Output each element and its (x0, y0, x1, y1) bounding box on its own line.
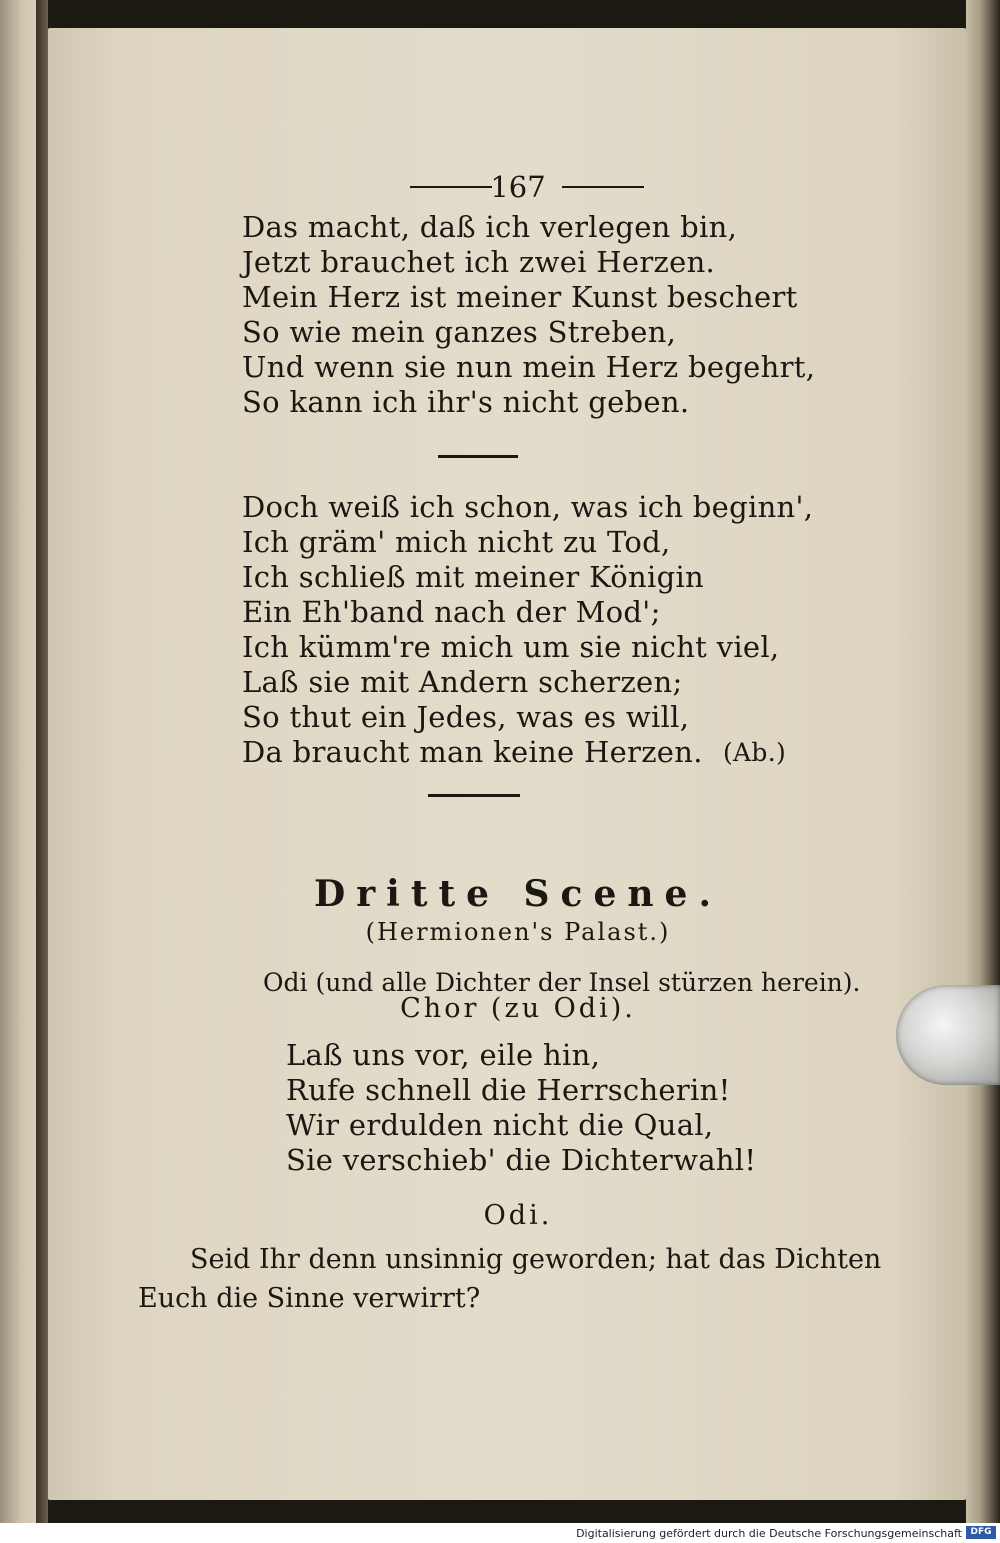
exit-direction: (Ab.) (723, 738, 787, 767)
verse-line: Ich kümm're mich um sie nicht viel, (242, 630, 780, 664)
verse-line: So kann ich ihr's nicht geben. (242, 385, 690, 419)
footer-credit: Digitalisierung gefördert durch die Deutsche Forschungsgemeinschaft (576, 1527, 962, 1540)
footer-bar (0, 1523, 1000, 1543)
verse-line: So thut ein Jedes, was es will, (242, 700, 690, 734)
verse-line: Laß sie mit Andern scherzen; (242, 665, 683, 699)
verse-line: Ein Eh'band nach der Mod'; (242, 595, 661, 629)
page-clip (896, 985, 1000, 1085)
verse-line: Da braucht man keine Herzen. (242, 735, 703, 769)
section-divider (428, 794, 520, 797)
dfg-logo: DFG (966, 1526, 996, 1539)
speaker-odi: Odi. (483, 1200, 553, 1231)
verse-line: Doch weiß ich schon, was ich beginn', (242, 490, 814, 524)
verse-line: Rufe schnell die Herrscherin! (286, 1073, 731, 1107)
verse-line: Laß uns vor, eile hin, (286, 1038, 601, 1072)
verse-line: Mein Herz ist meiner Kunst beschert (242, 280, 798, 314)
prose-line: Seid Ihr denn unsinnig geworden; hat das Dichten (190, 1244, 882, 1275)
left-page-edge (0, 0, 36, 1523)
verse-line: So wie mein ganzes Streben, (242, 315, 677, 349)
book-page (48, 28, 966, 1500)
scene-title: Dritte Scene. (314, 873, 722, 915)
section-divider (438, 455, 518, 458)
verse-line: Ich schließ mit meiner Königin (242, 560, 705, 594)
verse-line: Wir erdulden nicht die Qual, (286, 1108, 714, 1142)
verse-line: Das macht, daß ich verlegen bin, (242, 210, 738, 244)
speaker-chor: Chor (zu Odi). (400, 993, 636, 1024)
scene-place: (Hermionen's Palast.) (365, 918, 671, 946)
prose-line: Euch die Sinne verwirrt? (138, 1283, 481, 1314)
verse-line: Ich gräm' mich nicht zu Tod, (242, 525, 671, 559)
verse-line: Sie verschieb' die Dichterwahl! (286, 1143, 757, 1177)
page-number: 167 (490, 170, 546, 204)
book-gutter (36, 0, 48, 1523)
stage-direction: Odi (und alle Dichter der Insel stürzen herein). (263, 968, 861, 997)
header-rule-right (562, 186, 644, 188)
verse-line: Und wenn sie nun mein Herz begehrt, (242, 350, 816, 384)
verse-line: Jetzt brauchet ich zwei Herzen. (242, 245, 716, 279)
right-page-edge (966, 0, 1000, 1523)
